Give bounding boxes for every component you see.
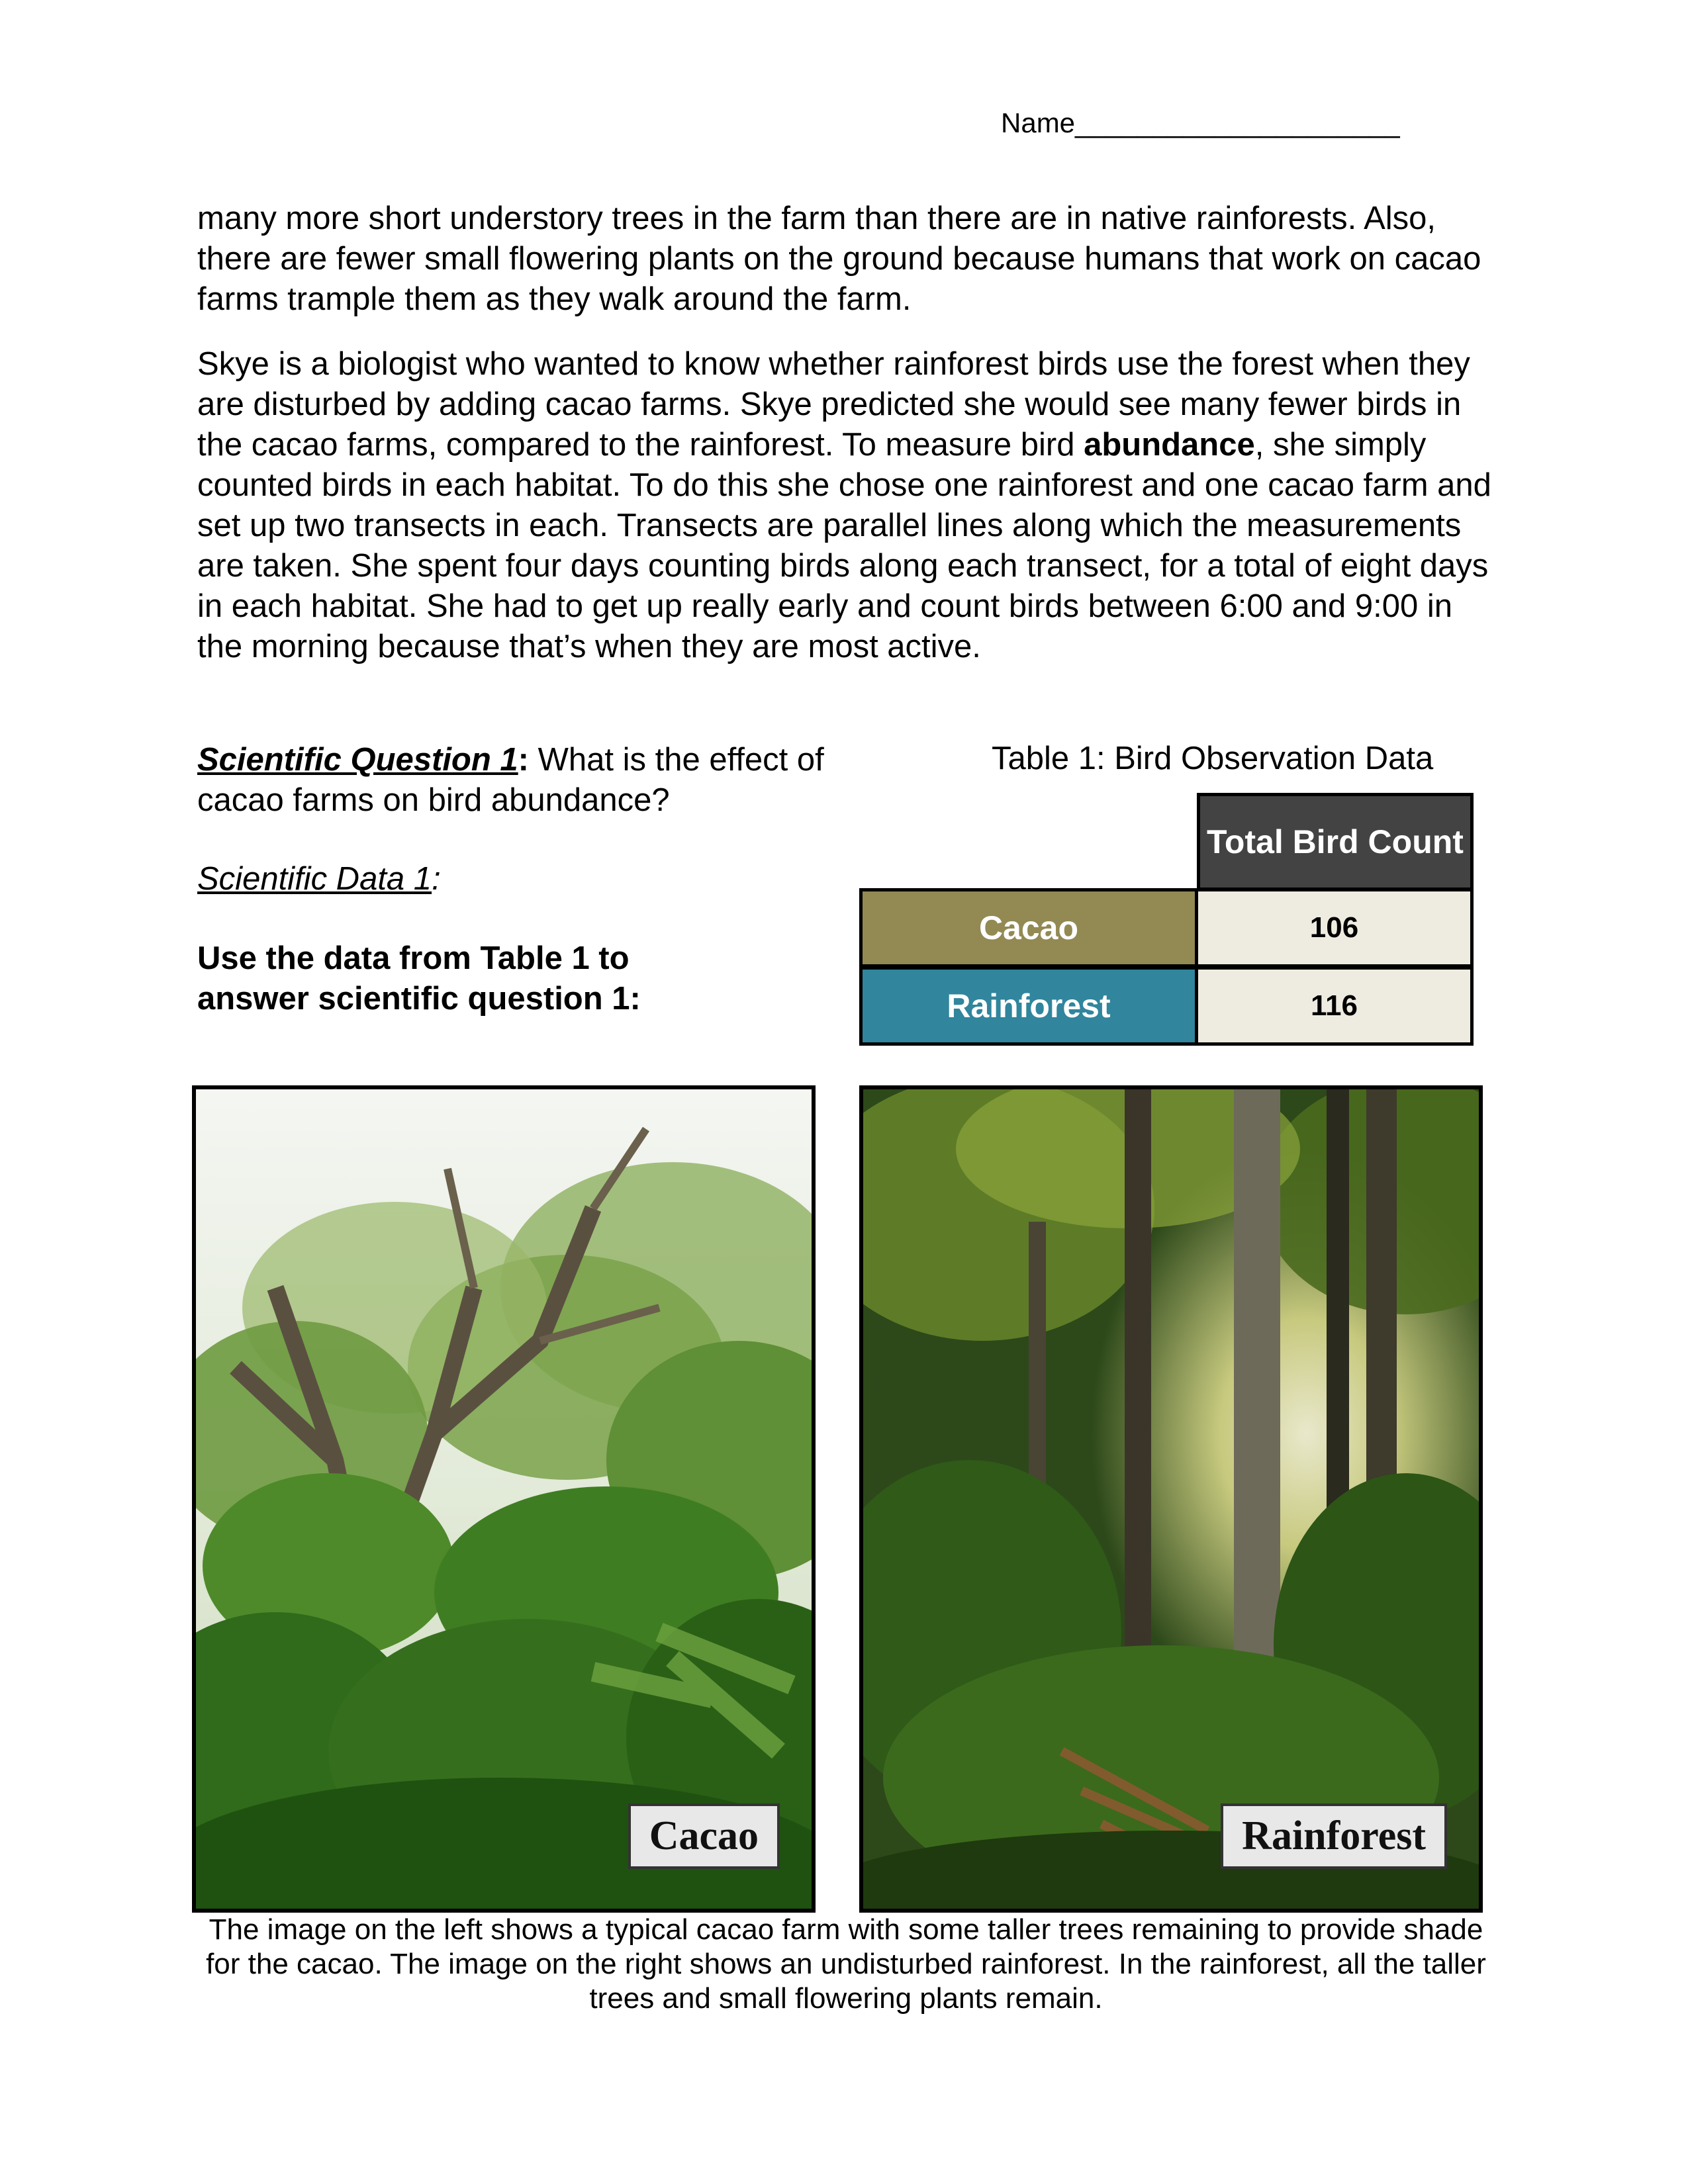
photo-label-rainforest: Rainforest [1221, 1803, 1447, 1869]
cacao-farm-photo [192, 1085, 816, 1913]
intro-paragraph-2 [197, 344, 1495, 667]
scientific-data-label [197, 860, 441, 897]
intro-paragraph-1: many more short understory trees in the farm than there are in native rainforests. Also, there are fewer small flowering plants on the ground because humans that work on cacao farms trample them as they walk around the farm. [197, 201, 1481, 317]
paragraph-text: Skye is a biologist who wanted to know whether rainforest birds use the forest when they are disturbed by adding cacao farms. Skye predicted she would see many fewer birds in the cacao farms, compared to the rainforest. To measure bird [197, 346, 1470, 463]
photo-caption: The image on the left shows a typical cacao farm with some taller trees remaining to provide shade for the cacao. The image on the right shows an undisturbed rainforest. In the rainforest, all the taller trees and small flowering plants remain. [206, 1913, 1486, 2015]
table-value-cacao: 106 [1195, 888, 1474, 968]
cacao-farm-illustration [196, 1089, 812, 1909]
question-label: Scientific Question 1 [197, 742, 518, 778]
paragraph-text: , she simply counted birds in each habitat. To do this she chose one rainforest and one cacao farm and set up two transects in each. Transects are parallel lines along which the measurements are taken. She spent four days counting birds along each transect, for a total of eight days in each habitat. She had to get up really early and count birds between 6:00 and 9:00 in the morning because that’s when they are most active. [197, 427, 1491, 664]
photo-label-cacao: Cacao [628, 1803, 780, 1869]
table-caption: Table 1: Bird Observation Data [992, 741, 1434, 776]
rainforest-photo [859, 1085, 1483, 1913]
scientific-question [197, 740, 859, 821]
data-colon: : [432, 861, 441, 897]
rainforest-illustration [863, 1089, 1479, 1909]
table-row-label-cacao: Cacao [859, 888, 1198, 968]
data-label: Scientific Data 1 [197, 861, 432, 897]
name-field[interactable]: Name_____________________ [1001, 107, 1400, 138]
instruction-text: Use the data from Table 1 to answer scientific question 1: [197, 940, 641, 1017]
table-value-rainforest: 116 [1195, 966, 1474, 1046]
question-text: What is the effect of cacao farms on bird abundance? [197, 742, 824, 818]
question-colon: : [518, 742, 529, 778]
abundance-term: abundance [1084, 427, 1255, 463]
table-header-total-bird-count: Total Bird Count [1197, 793, 1474, 891]
table-row-label-rainforest: Rainforest [859, 966, 1198, 1046]
